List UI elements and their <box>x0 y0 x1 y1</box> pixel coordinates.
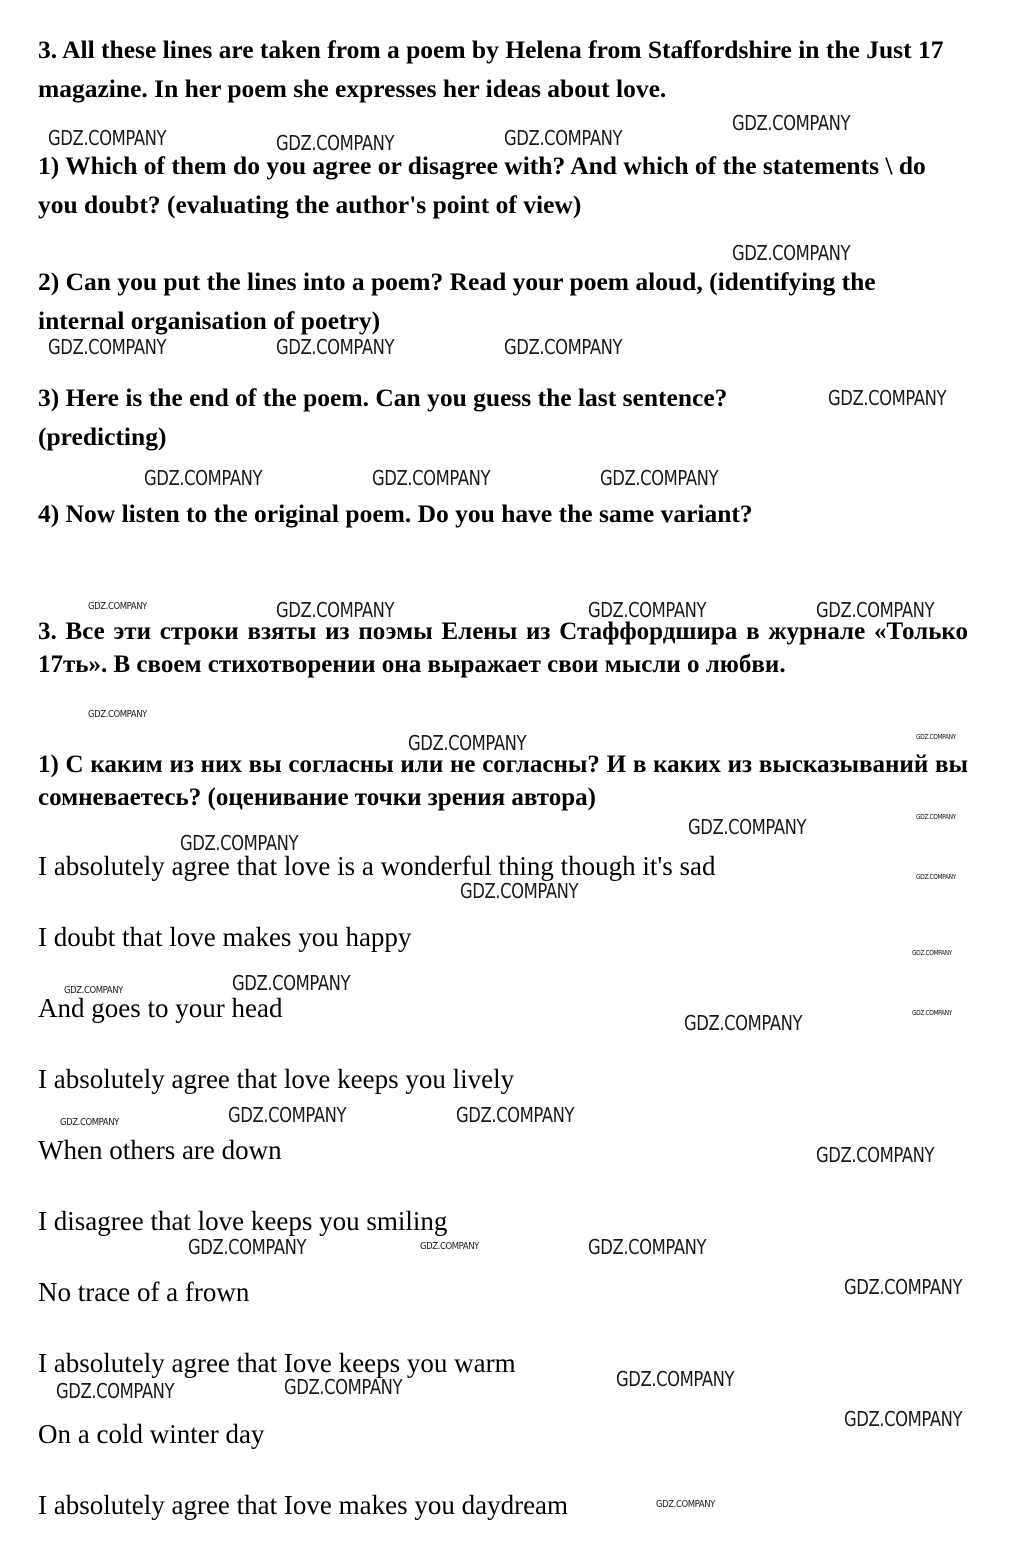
watermark: GDZ.COMPANY <box>828 386 947 410</box>
english-question-3 <box>38 378 838 456</box>
watermark: GDZ.COMPANY <box>460 879 579 903</box>
watermark: GDZ.COMPANY <box>232 971 351 995</box>
watermark: GDZ.COMPANY <box>688 815 807 839</box>
russian-heading <box>38 615 968 681</box>
watermark: GDZ.COMPANY <box>684 1011 803 1035</box>
watermark: GDZ.COMPANY <box>916 873 956 881</box>
watermark: GDZ.COMPANY <box>420 1241 479 1252</box>
watermark: GDZ.COMPANY <box>56 1379 175 1403</box>
poem-line: I absolutely agree that love is a wonderful thing though it's sad <box>38 851 716 881</box>
watermark: GDZ.COMPANY <box>616 1367 735 1391</box>
watermark: GDZ.COMPANY <box>276 598 395 622</box>
english-question-4 <box>38 494 968 533</box>
poem-line: And goes to your head <box>38 993 283 1023</box>
watermark: GDZ.COMPANY <box>916 813 956 821</box>
watermark: GDZ.COMPANY <box>284 1375 403 1399</box>
watermark: GDZ.COMPANY <box>408 731 527 755</box>
english-heading-text: 3. All these lines are taken from a poem by Helena from Staffordshire in the Just 17 magazine. In her poem she expresses her ideas about love. <box>38 35 944 103</box>
watermark: GDZ.COMPANY <box>732 241 851 265</box>
watermark: GDZ.COMPANY <box>504 335 623 359</box>
watermark: GDZ.COMPANY <box>844 1275 963 1299</box>
watermark: GDZ.COMPANY <box>816 1143 935 1167</box>
watermark: GDZ.COMPANY <box>816 598 935 622</box>
english-question-1 <box>38 146 968 224</box>
poem-line: I disagree that love keeps you smiling <box>38 1206 448 1236</box>
watermark: GDZ.COMPANY <box>732 111 851 135</box>
watermark: GDZ.COMPANY <box>276 335 395 359</box>
watermark: GDZ.COMPANY <box>88 709 147 720</box>
watermark: GDZ.COMPANY <box>144 466 263 490</box>
watermark: GDZ.COMPANY <box>916 733 956 741</box>
poem-line: I absolutely agree that Iove makes you daydream <box>38 1490 569 1520</box>
english-question-2-text: 2) Can you put the lines into a poem? Read your poem aloud, (identifying the internal organisation of poetry) <box>38 267 876 335</box>
watermark: GDZ.COMPANY <box>912 1009 952 1017</box>
english-question-1-text: 1) Which of them do you agree or disagree with? And which of the statements \ do you doubt? (evaluating the author's point of view) <box>38 151 926 219</box>
poem-line: No trace of a frown <box>38 1277 250 1307</box>
poem-line: I absolutely agree that Iove keeps you warm <box>38 1348 516 1378</box>
watermark: GDZ.COMPANY <box>60 1117 119 1128</box>
watermark: GDZ.COMPANY <box>180 831 299 855</box>
watermark: GDZ.COMPANY <box>504 126 623 150</box>
watermark: GDZ.COMPANY <box>276 131 395 155</box>
russian-heading-text: 3. Все эти строки взяты из поэмы Елены из Стаффордшира в журнале «Только 17ть». В своем стихотворении она выражает свои мысли о любви. <box>38 618 968 678</box>
english-heading <box>38 30 968 108</box>
watermark: GDZ.COMPANY <box>656 1499 715 1510</box>
watermark: GDZ.COMPANY <box>188 1235 307 1259</box>
english-question-2 <box>38 262 968 340</box>
poem-line: On a cold winter day <box>38 1419 265 1449</box>
russian-question-1-text: 1) С каким из них вы согласны или не согласны? И в каких из высказываний вы сомневаетесь? (оценивание точки зрения автора) <box>38 751 968 811</box>
watermark: GDZ.COMPANY <box>64 985 123 996</box>
watermark: GDZ.COMPANY <box>588 598 707 622</box>
watermark: GDZ.COMPANY <box>912 949 952 957</box>
watermark: GDZ.COMPANY <box>456 1103 575 1127</box>
watermark: GDZ.COMPANY <box>228 1103 347 1127</box>
watermark: GDZ.COMPANY <box>600 466 719 490</box>
watermark: GDZ.COMPANY <box>844 1407 963 1431</box>
english-question-3-text: 3) Here is the end of the poem. Can you guess the last sentence? (predicting) <box>38 383 728 451</box>
watermark: GDZ.COMPANY <box>48 126 167 150</box>
russian-question-1 <box>38 748 968 814</box>
watermark: GDZ.COMPANY <box>88 601 147 612</box>
watermark: GDZ.COMPANY <box>48 335 167 359</box>
poem-line: I doubt that love makes you happy <box>38 922 412 952</box>
watermark: GDZ.COMPANY <box>372 466 491 490</box>
watermark: GDZ.COMPANY <box>588 1235 707 1259</box>
poem-line: I absolutely agree that love keeps you lively <box>38 1064 515 1094</box>
poem-line: When others are down <box>38 1135 282 1165</box>
english-question-4-text: 4) Now listen to the original poem. Do you have the same variant? <box>38 499 753 528</box>
